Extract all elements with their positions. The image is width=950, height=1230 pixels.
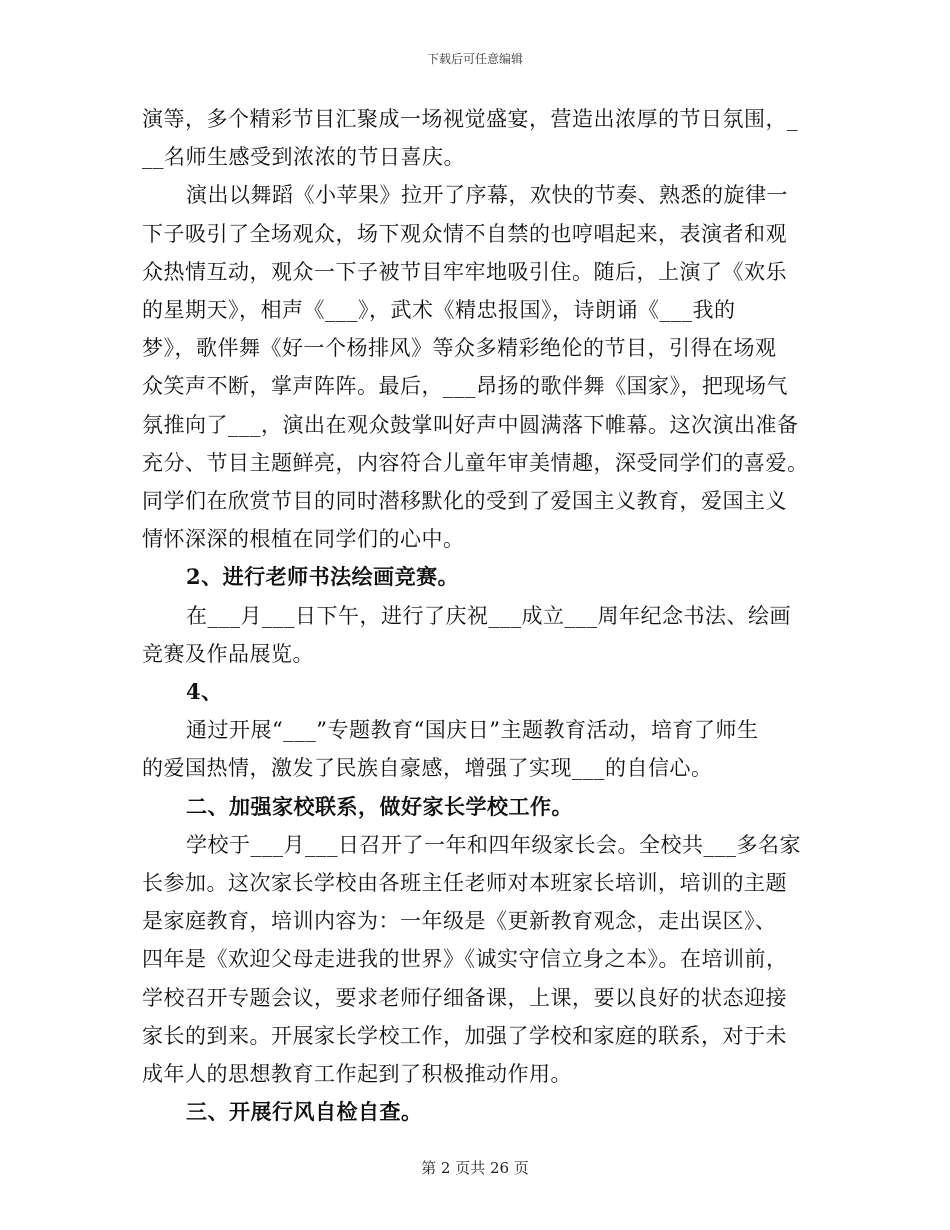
paragraph-line: 演出以舞蹈《小苹果》拉开了序幕，欢快的节奏、熟悉的旋律一 <box>186 183 788 208</box>
section-heading: 4、 <box>186 679 223 705</box>
paragraph-line: 下子吸引了全场观众，场下观众情不自禁的也哼唱起来，表演者和观 <box>142 221 787 246</box>
paragraph-line: 通过开展“___”专题教育“国庆日”主题教育活动，培育了师生 <box>186 718 759 743</box>
paragraph-line: 同学们在欣赏节目的同时潜移默化的受到了爱国主义教育，爱国主义 <box>142 489 787 514</box>
paragraph-line: 众热情互动，观众一下子被节目牢牢地吸引住。随后，上演了《欢乐 <box>142 259 787 284</box>
paragraph-line: 氛推向了___，演出在观众鼓掌叫好声中圆满落下帷幕。这次演出准备 <box>142 412 799 437</box>
paragraph-line: 竞赛及作品展览。 <box>142 641 314 666</box>
paragraph-line: 在___月___日下午，进行了庆祝___成立___周年纪念书法、绘画 <box>186 603 791 628</box>
paragraph-line: 梦》，歌伴舞《好一个杨排风》等众多精彩绝伦的节目，引得在场观 <box>142 336 777 361</box>
document-body <box>142 100 810 1131</box>
paragraph-line: 的爱国热情，激发了民族自豪感，增强了实现___的自信心。 <box>142 756 713 781</box>
section-heading: 三、开展行风自检自查。 <box>186 1099 423 1125</box>
paragraph-line: 家长的到来。开展家长学校工作，加强了学校和家庭的联系，对于未 <box>142 1023 787 1048</box>
paragraph-line: 的星期天》，相声《___》，武术《精忠报国》，诗朗诵《___我的 <box>142 298 736 323</box>
paragraph-line: 充分、节目主题鲜亮，内容符合儿童年审美情趣，深受同学们的喜爱。 <box>142 450 809 475</box>
page-header: 下载后可任意编辑 <box>426 52 523 66</box>
paragraph-line: 学校于___月___日召开了一年和四年级家长会。全校共___多名家 <box>186 832 801 857</box>
paragraph-line: __名师生感受到浓浓的节日喜庆。 <box>142 145 465 170</box>
paragraph-line: 四年是《欢迎父母走进我的世界》《诚实守信立身之本》。在培训前， <box>142 947 788 972</box>
page-footer: 第 2 页共 26 页 <box>421 1159 529 1177</box>
paragraph-line: 是家庭教育，培训内容为：一年级是《更新教育观念，走出误区》、 <box>142 909 777 934</box>
paragraph-line: 情怀深深的根植在同学们的心中。 <box>142 527 465 552</box>
paragraph-line: 长参加。这次家长学校由各班主任老师对本班家长培训，培训的主题 <box>142 871 787 896</box>
paragraph-line: 演等，多个精彩节目汇聚成一场视觉盛宴，营造出浓厚的节日氛围，_ <box>142 107 798 131</box>
paragraph-line: 学校召开专题会议，要求老师仔细备课，上课，要以良好的状态迎接 <box>142 985 787 1010</box>
paragraph-line: 众笑声不断，掌声阵阵。最后，___昂扬的歌伴舞《国家》，把现场气 <box>142 374 788 399</box>
section-heading: 2、进行老师书法绘画竞赛。 <box>186 564 460 590</box>
paragraph-line: 成年人的思想教育工作起到了积极推动作用。 <box>142 1062 572 1087</box>
section-heading: 二、加强家校联系，做好家长学校工作。 <box>186 793 573 819</box>
